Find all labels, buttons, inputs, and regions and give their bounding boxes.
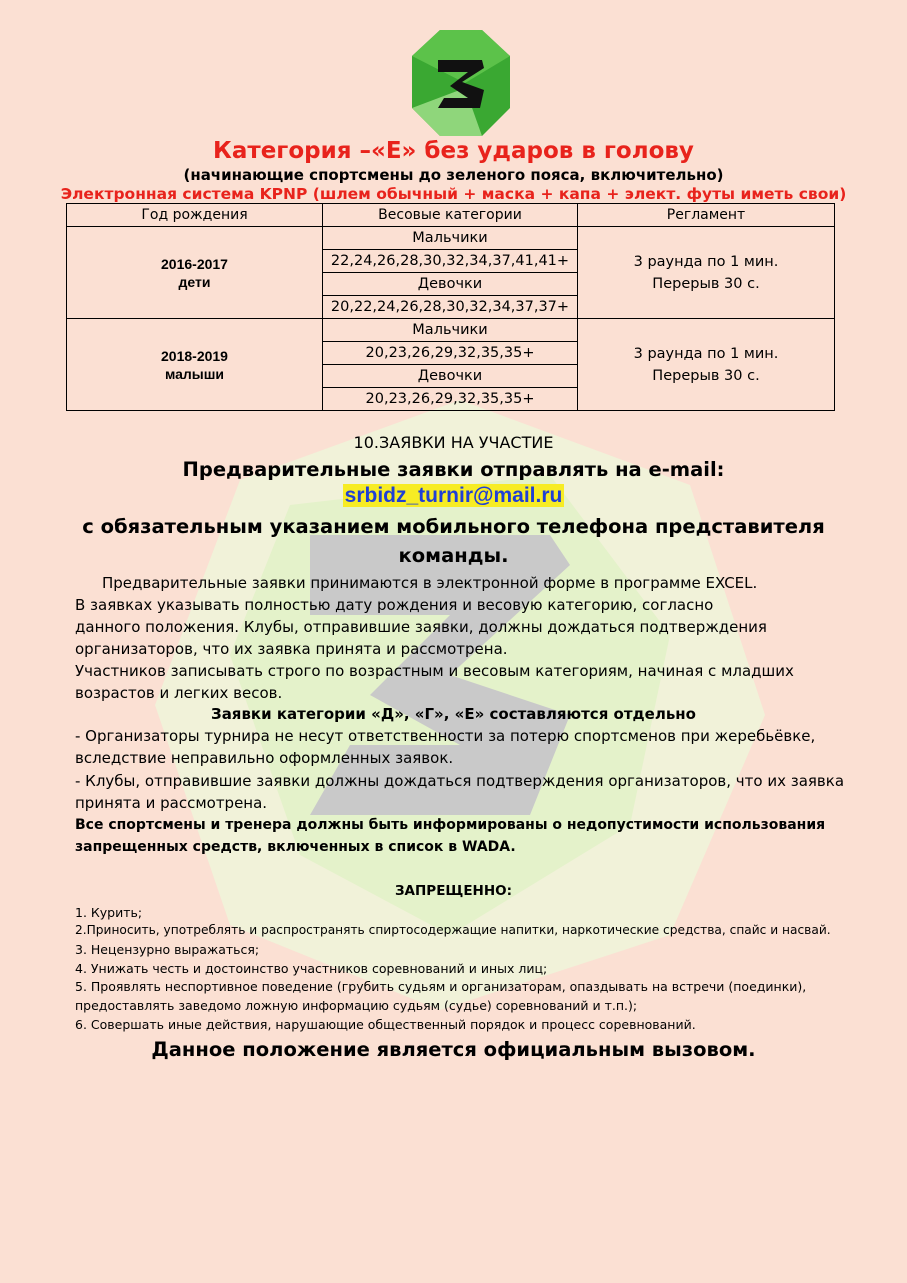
list-item: 5. Проявлять неспортивное поведение (грубить судьям и организаторам, опаздывать на встречи (поединки), [75,979,807,994]
header-year: Год рождения [67,204,323,227]
paragraph-line: В заявках указывать полностью дату рождения и весовую категорию, согласно [75,596,714,614]
regulation-cell [578,319,835,411]
paragraph-line: - Организаторы турнира не несут ответственности за потерю спортсменов при жеребьёвке, [75,727,816,745]
email-line [0,484,907,508]
separate-note: Заявки категории «Д», «Г», «Е» составляются отдельно [211,705,696,723]
email-intro: Предварительные заявки отправлять на e-mail: [182,458,725,481]
girls-weights: 20,22,24,26,28,30,32,34,37,37+ [323,296,578,319]
break-text: Перерыв 30 с. [652,367,760,384]
boys-weights: 20,23,26,29,32,35,35+ [323,342,578,365]
paragraph-line: Предварительные заявки принимаются в электронной форме в программе EXCEL. [102,574,758,592]
list-item: 4. Унижать честь и достоинство участников соревнований и иных лиц; [75,961,548,976]
girls-label: Девочки [323,365,578,388]
weight-categories-table [66,203,835,411]
paragraph-line: принята и рассмотрена. [75,794,268,812]
club-logo-icon [410,28,512,138]
wada-line: запрещенных средств, включенных в список в WADA. [75,839,516,855]
table-header-row [67,204,835,227]
prohibited-title: ЗАПРЕЩЕННО: [394,883,513,899]
boys-label: Мальчики [323,319,578,342]
category-subtitle: (начинающие спортсмены до зеленого пояса, включительно) [183,166,724,184]
girls-label: Девочки [323,273,578,296]
list-item: предоставлять заведомо ложную информацию судьям (судье) соревнований и т.п.); [75,998,638,1013]
age-label: дети [178,273,211,290]
official-statement: Данное положение является официальным вызовом. [151,1038,756,1061]
paragraph-line: возрастов и легких весов. [75,684,283,702]
table-row [67,227,835,250]
break-text: Перерыв 30 с. [652,275,760,292]
regulation-cell [578,227,835,319]
header-weights: Весовые категории [323,204,578,227]
list-item: 3. Нецензурно выражаться; [75,942,260,957]
rounds-text: 3 раунда по 1 мин. [633,345,779,362]
mobile-note-line1: с обязательным указанием мобильного телефона представителя [82,515,825,538]
wada-line: Все спортсмены и тренера должны быть информированы о недопустимости использования [75,817,826,833]
year-cell [67,319,323,411]
email-link[interactable]: srbidz_turnir@mail.ru [344,484,563,507]
category-title: Категория –«Е» без ударов в голову [213,138,694,164]
paragraph-line: - Клубы, отправившие заявки должны дождаться подтверждения организаторов, что их заявка [75,772,845,790]
year-cell [67,227,323,319]
girls-weights: 20,23,26,29,32,35,35+ [323,388,578,411]
paragraph-line: данного положения. Клубы, отправившие заявки, должны дождаться подтверждения [75,618,767,636]
boys-label: Мальчики [323,227,578,250]
section-title: 10.ЗАЯВКИ НА УЧАСТИЕ [353,433,554,452]
year-range: 2018-2019 [161,347,228,364]
list-item: 1. Курить; [75,905,143,920]
paragraph-line: Участников записывать строго по возрастным и весовым категориям, начиная с младших [75,662,794,680]
header-regulation: Регламент [578,204,835,227]
paragraph-line: организаторов, что их заявка принята и рассмотрена. [75,640,508,658]
year-range: 2016-2017 [161,255,228,272]
boys-weights: 22,24,26,28,30,32,34,37,41,41+ [323,250,578,273]
list-item: 2.Приносить, употреблять и распространять спиртосодержащие напитки, наркотические средства, спайс и насвай. [75,923,831,937]
age-label: малыши [164,365,225,382]
rounds-text: 3 раунда по 1 мин. [633,253,779,270]
table-row [67,319,835,342]
mobile-note-line2: команды. [398,544,509,567]
equipment-note: Электронная система KPNP (шлем обычный + маска + капа + элект. футы иметь свои) [60,185,847,203]
list-item: 6. Совершать иные действия, нарушающие общественный порядок и процесс соревнований. [75,1017,696,1032]
paragraph-line: вследствие неправильно оформленных заявок. [75,749,454,767]
